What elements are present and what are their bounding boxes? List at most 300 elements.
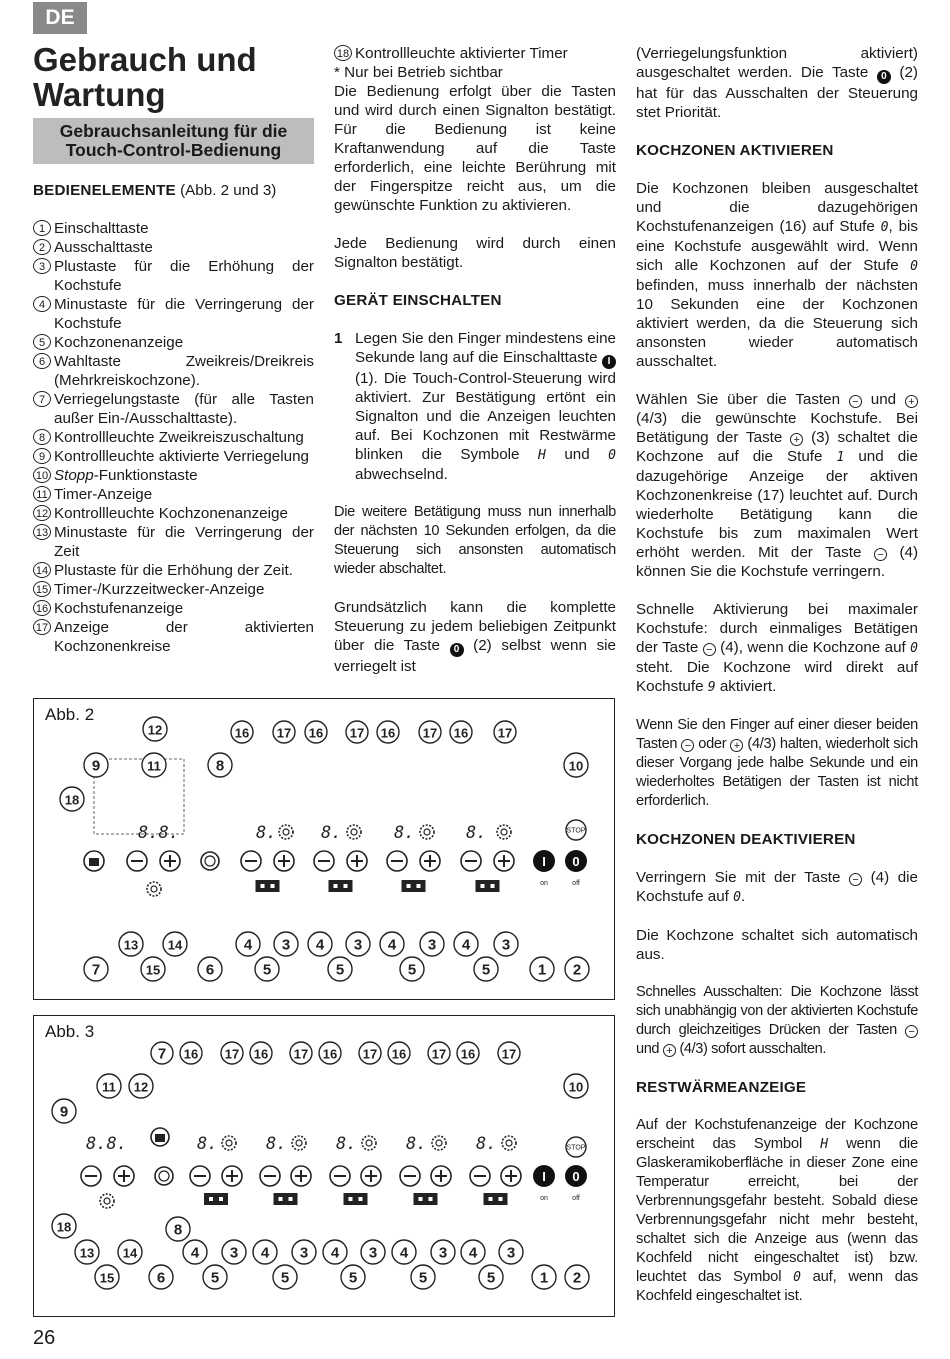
callout-17-icon-label: 17 [431, 1046, 447, 1062]
control-label [54, 580, 314, 599]
zone-indicator-icon-1-dot-b [219, 1197, 223, 1201]
residual-heat-symbol: H [538, 448, 546, 463]
callout-4-icon-label: 4 [315, 936, 325, 954]
control-label [54, 561, 314, 580]
control-label-text: Kochzonenanzeige [54, 334, 184, 351]
zone-circuit-ring-icon-4 [497, 825, 511, 839]
control-number-icon: 1 [33, 220, 51, 236]
column-1 [33, 181, 314, 656]
control-label-text: Plustaste für die Erhöhung der Kochstufe [54, 258, 314, 294]
operation-note: * Nur bei Betrieb sichtbar [334, 64, 503, 81]
zone-display-1: 8. [197, 1134, 218, 1154]
zone-circuit-ring-icon-1-inner [226, 1140, 232, 1146]
callout-10-icon-label: 10 [568, 1079, 584, 1095]
timer-display: 8.8. [86, 1134, 127, 1154]
zone-indicator-icon-1-dot-a [209, 1197, 213, 1201]
control-number-icon: 7 [33, 391, 51, 407]
column-3 [636, 44, 918, 1325]
step-text-b: (1). Die Touch-Control-Steuerung wird aktiviert. Zur Bestätigung ertönt ein Signalton und die Anzeigen leuchten auf. Bei Kochzonen mit Restwärme blinken die Symbole [355, 370, 616, 463]
control-label [54, 295, 314, 333]
residual-heat-paragraph [636, 1116, 918, 1306]
control-label-text: Anzeige der aktivierten Kochzonenkreise [54, 619, 314, 655]
signal-paragraph: Jede Bedienung wird durch einen Signalton bestätigt. [334, 235, 616, 271]
callout-1-icon-label: 1 [539, 1269, 549, 1287]
minus-icon: − [874, 548, 887, 561]
nine-symbol: 9 [707, 680, 716, 695]
priority-paragraph [636, 44, 918, 122]
step-number: 1 [334, 330, 343, 347]
zone-indicator-icon-4-dot-a [481, 884, 485, 888]
control-label [54, 219, 314, 238]
callout-7-icon-label: 7 [157, 1045, 167, 1063]
callout-3-icon-label: 3 [353, 936, 363, 954]
act2-b: und [861, 391, 905, 408]
callout-16-icon-label: 16 [253, 1046, 269, 1062]
control-label-emphasis: Stopp [54, 467, 94, 484]
zone-circuit-ring-icon-3-inner [366, 1140, 372, 1146]
zone-indicator-icon-3-dot-b [359, 1197, 363, 1201]
act4-b: oder [694, 736, 731, 752]
zone-circuit-ring-icon-1 [222, 1136, 236, 1150]
operation-paragraph: Die Bedienung erfolgt über die Tasten und wird durch einen Signalton bestätigt. Für die Bedienung ist keine Kraftanwendung auf die Taste erforderlich, eine leichte Berührung mit der Fingerspitze reicht aus, um die gewünschte Funktion zu aktivieren. [334, 83, 616, 214]
callout-11-icon-label: 11 [102, 1079, 116, 1095]
heading-switch-on: GERÄT EINSCHALTEN [334, 292, 502, 309]
callout-5-icon-label: 5 [210, 1269, 220, 1287]
act2-d: (3) schaltet die Kochzone auf die Stufe [636, 429, 918, 465]
zone-circuit-ring-icon-2 [292, 1136, 306, 1150]
minus-icon: − [905, 1025, 918, 1038]
control-number-icon: 3 [33, 258, 51, 274]
zone-display-3: 8. [394, 823, 415, 843]
timeout-paragraph: Die weitere Betätigung muss nun innerhalb der nächsten 10 Sekunden erfolgen, da die Steuerung sich ansonsten automatisch wieder abschaltet. [334, 504, 616, 577]
callout-17-icon-label: 17 [497, 725, 513, 741]
zone-indicator-icon-1-dot-b [271, 884, 275, 888]
step-text-c: und [545, 446, 609, 463]
callout-5-icon-label: 5 [262, 961, 272, 979]
callout-16-icon-label: 16 [183, 1046, 199, 1062]
zone-display-4: 8. [466, 823, 487, 843]
figure-2-label: Abb. 2 [45, 705, 95, 724]
callout-4-icon-label: 4 [399, 1244, 409, 1262]
callout-5-icon-label: 5 [486, 1269, 496, 1287]
act1-c: befinden, muss innerhalb der nächsten 10 Sekunden eine der Kochzonen aktiviert werden, da die Steuerung sich ansonsten wieder automatisch ausschaltet. [636, 277, 918, 370]
callout-4-icon-label: 4 [387, 936, 397, 954]
control-label [54, 504, 314, 523]
plus-icon: + [730, 739, 743, 752]
control-number-icon: 16 [33, 600, 51, 616]
control-label [54, 428, 314, 447]
lock-body-icon [155, 1134, 165, 1142]
zone-indicator-icon-2-dot-b [289, 1197, 293, 1201]
control-item-17 [33, 618, 314, 656]
zone-display-3: 8. [336, 1134, 357, 1154]
power-off-button-icon-symbol: 0 [572, 1169, 580, 1184]
act2-a: Wählen Sie über die Tasten [636, 391, 849, 408]
callout-8-icon-label: 8 [173, 1221, 183, 1239]
callout-9-icon-label: 9 [59, 1103, 69, 1121]
control-label [54, 333, 314, 352]
control-panel-diagram-3 [34, 1016, 614, 1316]
callout-6-icon-label: 6 [205, 961, 215, 979]
stop-button-label: STOP [566, 1144, 586, 1152]
timer-clock-icon-inner [151, 886, 157, 892]
callout-16-icon-label: 16 [234, 725, 250, 741]
timer-display: 8.8. [138, 823, 179, 843]
callout-8-icon-label: 8 [215, 757, 225, 775]
zone-display-1: 8. [256, 823, 277, 843]
off-label: off [572, 1195, 580, 1202]
minus-icon: − [703, 643, 716, 656]
controls-ref: (Abb. 2 und 3) [175, 182, 277, 199]
zone-circuit-ring-icon-1 [279, 825, 293, 839]
control-item-15 [33, 580, 314, 599]
zone-circuit-ring-icon-4 [432, 1136, 446, 1150]
zone-indicator-icon-2-dot-a [334, 884, 338, 888]
zone-indicator-icon-2-dot-b [344, 884, 348, 888]
act4-c: (4/3) halten, wiederholt sich dieser Vorgang jede halbe Sekunde und ein wiederholtes Betätigen der Tasten ist nicht erforderlich. [636, 736, 919, 809]
zone-indicator-icon-4 [476, 880, 500, 892]
act3-d: aktiviert. [715, 678, 777, 695]
control-label-text: Minustaste für die Verringerung der Kochstufe [54, 296, 314, 332]
control-label-text: Timer-Anzeige [54, 486, 153, 503]
control-item-18 [334, 44, 616, 63]
callout-3-icon-label: 3 [229, 1244, 239, 1262]
plus-icon: + [663, 1044, 676, 1057]
zone-display-5: 8. [476, 1134, 497, 1154]
callout-10-icon-label: 10 [568, 758, 584, 774]
control-label [54, 485, 314, 504]
zone-circuit-ring-icon-3-inner [424, 829, 430, 835]
callout-17-icon-label: 17 [349, 725, 365, 741]
control-label-text: Kontrollleuchte Kochzonenanzeige [54, 505, 288, 522]
zero-symbol: 0 [733, 890, 741, 905]
deact3-b: und [636, 1041, 663, 1057]
callout-16-icon-label: 16 [453, 725, 469, 741]
callout-4-icon-label: 4 [243, 936, 253, 954]
callout-13-icon-label: 13 [79, 1245, 95, 1261]
dual-circuit-button-icon [155, 1167, 173, 1185]
control-label [54, 523, 314, 561]
minus-icon: − [849, 873, 862, 886]
control-label-text: Kochstufenanzeige [54, 600, 184, 617]
callout-17-icon-label: 17 [293, 1046, 309, 1062]
deact1-a: Verringern Sie mit der Taste [636, 869, 850, 886]
callout-3-icon-label: 3 [368, 1244, 378, 1262]
act2-f: (4) können Sie die Kochstufe verringern. [636, 544, 919, 580]
control-item-8 [33, 428, 314, 447]
callout-6-icon-label: 6 [156, 1269, 166, 1287]
zone-circuit-ring-icon-1-inner [283, 829, 289, 835]
callout-17-icon-label: 17 [224, 1046, 240, 1062]
callout-17-icon-label: 17 [501, 1046, 517, 1062]
zone-indicator-icon-3-dot-a [349, 1197, 353, 1201]
residual-heat-symbol: H [820, 1137, 828, 1152]
act2-e: und die dazugehörige Anzeige der aktiven Kochzonenkreise (17) leuchtet auf. Durch wiederholte Betätigung kann die Kochstufe bis zum maximalen Wert erhöht werden. Mit der Taste [636, 448, 918, 561]
page-title: Gebrauch und Wartung [33, 41, 257, 113]
zone-indicator-icon-3-dot-a [407, 884, 411, 888]
zone-display-2: 8. [321, 823, 342, 843]
controls-heading-line [33, 181, 314, 200]
plus-icon: + [905, 395, 918, 408]
callout-18-icon-label: 18 [64, 792, 80, 808]
callout-9-icon-label: 9 [91, 757, 101, 775]
timer-clock-icon [147, 882, 161, 896]
rest-b: wenn die Glaskeramikoberfläche in dieser Zone eine Temperatur erreicht, bei der Verbrennungsgefahr besteht. Sobald diese Verbrennungsgefahr nicht mehr besteht, schaltet sich die Anzeige aus (wenn das Kochfeld nicht eingeschaltet ist) bzw. leuchtet das Symbol [636, 1136, 918, 1285]
power-off-button-icon-symbol: 0 [572, 854, 580, 869]
control-number-icon: 14 [33, 562, 51, 578]
control-item-9 [33, 447, 314, 466]
zone-indicator-icon-5-dot-b [499, 1197, 503, 1201]
zero-symbol: 0 [608, 448, 616, 463]
act1-a: Die Kochzonen bleiben ausgeschaltet und die dazugehörigen Kochstufenanzeigen (16) auf Stufe [636, 180, 918, 235]
quick-activation-paragraph [636, 600, 918, 697]
callout-5-icon-label: 5 [280, 1269, 290, 1287]
control-label [54, 352, 314, 390]
power-on-button-icon-symbol: I [542, 854, 546, 869]
zone-display-4: 8. [406, 1134, 427, 1154]
off-paragraph-b: (2) selbst wenn sie verriegelt ist [334, 637, 616, 675]
control-label [54, 447, 314, 466]
callout-15-icon-label: 15 [145, 962, 161, 978]
control-number-icon: 10 [33, 467, 51, 483]
zone-indicator-icon-5-dot-a [489, 1197, 493, 1201]
zero-symbol: 0 [910, 259, 918, 274]
off-paragraph [334, 598, 616, 676]
control-item-11 [33, 485, 314, 504]
callout-5-icon-label: 5 [418, 1269, 428, 1287]
zone-indicator-icon-2 [274, 1193, 298, 1205]
figure-abb-2 [33, 698, 615, 1000]
callout-18-icon-label: 18 [56, 1219, 72, 1235]
act2-c: (4/3) die gewünschte Kochstufe. Bei Betätigung der Taste [636, 410, 918, 446]
zone-display-2: 8. [266, 1134, 287, 1154]
callout-16-icon-label: 16 [308, 725, 324, 741]
act1-b: , bis eine Kochstufe ausgewählt wird. Wenn sich alle Kochzonen auf der Stufe [636, 218, 918, 274]
lock-body-icon [89, 858, 99, 866]
control-item-2 [33, 238, 314, 257]
callout-3-icon-label: 3 [506, 1244, 516, 1262]
callout-16-icon-label: 16 [322, 1046, 338, 1062]
callout-3-icon-label: 3 [501, 936, 511, 954]
callout-13-icon-label: 13 [123, 937, 139, 953]
zero-symbol: 0 [880, 220, 889, 235]
act3-a: Schnelle Aktivierung bei maximaler Kochstufe: durch einmaliges Betätigen der Taste [636, 601, 918, 656]
control-number-icon: 12 [33, 505, 51, 521]
deact1-b: (4) die Kochstufe auf [636, 869, 918, 905]
one-symbol: 1 [836, 450, 845, 465]
zone-circuit-ring-icon-4-inner [436, 1140, 442, 1146]
step-text [355, 329, 616, 484]
zone-circuit-ring-icon-2-inner [296, 1140, 302, 1146]
dual-circuit-button-icon [201, 852, 219, 870]
zone-indicator-icon-1 [256, 880, 280, 892]
control-number-icon: 13 [33, 524, 51, 540]
act3-c: steht. Die Kochzone wird direkt auf Kochstufe [636, 659, 918, 695]
callout-17-icon-label: 17 [276, 725, 292, 741]
power-off-icon: 0 [877, 70, 891, 84]
stop-button-label: STOP [566, 827, 586, 835]
callout-14-icon-label: 14 [122, 1245, 138, 1261]
page-number: 26 [33, 1327, 56, 1349]
zone-circuit-ring-icon-2 [347, 825, 361, 839]
controls-list [33, 219, 314, 656]
minus-icon: − [681, 739, 694, 752]
callout-4-icon-label: 4 [461, 936, 471, 954]
callout-2-icon-label: 2 [572, 1269, 582, 1287]
activate-paragraph-2 [636, 390, 918, 581]
controls-heading: BEDIENELEMENTE [33, 182, 176, 199]
priority-b: (2) hat für das Ausschalten der Steuerung stet Priorität. [636, 64, 918, 121]
deact3-c: (4/3) sofort ausschalten. [675, 1041, 827, 1057]
zone-circuit-ring-icon-5 [502, 1136, 516, 1150]
control-label [54, 599, 314, 618]
control-item-12 [33, 504, 314, 523]
control-item-1 [33, 219, 314, 238]
heading-deactivate: KOCHZONEN DEAKTIVIEREN [636, 831, 856, 848]
control-item-16 [33, 599, 314, 618]
control-number-icon: 9 [33, 448, 51, 464]
callout-12-icon-label: 12 [147, 722, 163, 738]
control-number-icon: 2 [33, 239, 51, 255]
zone-circuit-ring-icon-5-inner [506, 1140, 512, 1146]
figure-3-label: Abb. 3 [45, 1022, 95, 1041]
callout-5-icon-label: 5 [407, 961, 417, 979]
control-item-3 [33, 257, 314, 295]
control-number-icon: 18 [334, 45, 352, 61]
control-label-text: Kontrollleuchte aktivierte Verriegelung [54, 448, 309, 465]
zone-circuit-ring-icon-2-inner [351, 829, 357, 835]
zone-indicator-icon-3 [344, 1193, 368, 1205]
zone-indicator-icon-4-dot-b [429, 1197, 433, 1201]
control-label-text: Wahltaste Zweikreis/Dreikreis (Mehrkreiskochzone). [54, 353, 314, 389]
zone-indicator-icon-5 [484, 1193, 508, 1205]
zero-symbol: 0 [793, 1270, 801, 1285]
control-label-text: Einschalttaste [54, 220, 149, 237]
control-number-icon: 17 [33, 619, 51, 635]
callout-16-icon-label: 16 [460, 1046, 476, 1062]
callout-1-icon-label: 1 [537, 961, 547, 979]
section-subtitle: Gebrauchsanleitung für die Touch-Control-Bedienung [33, 118, 314, 164]
column-2 [334, 44, 616, 695]
callout-4-icon-label: 4 [330, 1244, 340, 1262]
control-label-text: Kontrollleuchte aktivierter Timer [355, 45, 568, 62]
deact1-c: . [740, 888, 746, 905]
control-item-5 [33, 333, 314, 352]
control-number-icon: 15 [33, 581, 51, 597]
language-tag: DE [33, 2, 87, 34]
callout-3-icon-label: 3 [427, 936, 437, 954]
power-on-icon: I [602, 355, 616, 369]
zone-circuit-ring-icon-3 [420, 825, 434, 839]
act3-b: (4), wenn die Kochzone auf [715, 639, 911, 656]
callout-17-icon-label: 17 [362, 1046, 378, 1062]
callout-11-icon-label: 11 [147, 758, 161, 774]
zone-circuit-ring-icon-4-inner [501, 829, 507, 835]
callout-16-icon-label: 16 [380, 725, 396, 741]
control-number-icon: 6 [33, 353, 51, 369]
zone-indicator-icon-1 [204, 1193, 228, 1205]
control-label-text: Kontrollleuchte Zweikreiszuschaltung [54, 429, 304, 446]
control-label [54, 238, 314, 257]
control-item-7 [33, 390, 314, 428]
control-label-text: Plustaste für die Erhöhung der Zeit. [54, 562, 293, 579]
act4-a: Wenn Sie den Finger auf einer dieser beiden Tasten [636, 717, 918, 752]
callout-5-icon-label: 5 [481, 961, 491, 979]
callout-3-icon-label: 3 [281, 936, 291, 954]
control-number-icon: 11 [33, 486, 51, 502]
on-label: on [540, 880, 548, 887]
on-label: on [540, 1195, 548, 1202]
callout-2-icon-label: 2 [572, 961, 582, 979]
callout-7-icon-label: 7 [91, 961, 101, 979]
control-item-4 [33, 295, 314, 333]
priority-a: (Verriegelungsfunktion aktiviert) ausgeschaltet werden. Die Taste [636, 45, 918, 81]
control-label-text: Ausschalttaste [54, 239, 153, 256]
control-number-icon: 8 [33, 429, 51, 445]
control-label-text: Verriegelungstaste (für alle Tasten außer Ein-/Ausschalttaste). [54, 391, 314, 427]
deactivate-paragraph-1 [636, 868, 918, 907]
control-label [355, 44, 616, 63]
plus-icon: + [790, 433, 803, 446]
control-label [54, 618, 314, 656]
control-label [54, 390, 314, 428]
control-item-10 [33, 466, 314, 485]
heading-activate: KOCHZONEN AKTIVIEREN [636, 142, 834, 159]
callout-14-icon-label: 14 [167, 937, 183, 953]
zone-indicator-icon-1-dot-a [261, 884, 265, 888]
control-item-13 [33, 523, 314, 561]
callout-3-icon-label: 3 [438, 1244, 448, 1262]
control-panel-diagram-2 [34, 699, 614, 999]
heading-residual-heat: RESTWÄRMEANZEIGE [636, 1079, 807, 1096]
power-off-icon: 0 [450, 643, 464, 657]
controls-list-continued [334, 44, 616, 63]
callout-4-icon-label: 4 [190, 1244, 200, 1262]
power-on-button-icon-symbol: I [542, 1169, 546, 1184]
control-label [54, 257, 314, 295]
callout-4-icon-label: 4 [468, 1244, 478, 1262]
control-label [54, 466, 314, 485]
control-item-6 [33, 352, 314, 390]
step-text-d: abwechselnd. [355, 466, 448, 483]
off-label: off [572, 880, 580, 887]
timer-clock-icon-inner [104, 1198, 110, 1204]
off-paragraph-a: Grundsätzlich kann die komplette Steuerung zu jedem beliebigen Zeitpunkt über die Taste [334, 599, 616, 654]
control-number-icon: 4 [33, 296, 51, 312]
control-label-text: Minustaste für die Verringerung der Zeit [54, 524, 314, 560]
deactivate-paragraph-2: Die Kochzone schaltet sich automatisch aus. [636, 927, 918, 963]
zero-symbol: 0 [910, 641, 918, 656]
callout-5-icon-label: 5 [348, 1269, 358, 1287]
zone-indicator-icon-4 [414, 1193, 438, 1205]
control-label-text: -Funktionstaste [93, 467, 198, 484]
activate-paragraph-1 [636, 179, 918, 371]
callout-17-icon-label: 17 [422, 725, 438, 741]
step-1 [334, 329, 616, 484]
deact3-a: Schnelles Ausschalten: Die Kochzone lässt sich unabhängig von der aktivierten Kochstufe durch gleichzeitiges Drücken der Tasten [636, 984, 918, 1038]
callout-5-icon-label: 5 [335, 961, 345, 979]
figure-abb-3 [33, 1015, 615, 1317]
control-number-icon: 5 [33, 334, 51, 350]
control-item-14 [33, 561, 314, 580]
quick-off-paragraph [636, 983, 918, 1059]
rest-a: Auf der Kochstufenanzeige der Kochzone erscheint das Symbol [636, 1117, 918, 1152]
zone-circuit-ring-icon-3 [362, 1136, 376, 1150]
step-text-a: Legen Sie den Finger mindestens eine Sekunde lang auf die Einschalttaste [355, 330, 616, 366]
rest-c: auf, wenn das Kochfeld eingeschaltet ist. [636, 1269, 918, 1304]
zone-indicator-icon-2 [329, 880, 353, 892]
callout-3-icon-label: 3 [299, 1244, 309, 1262]
